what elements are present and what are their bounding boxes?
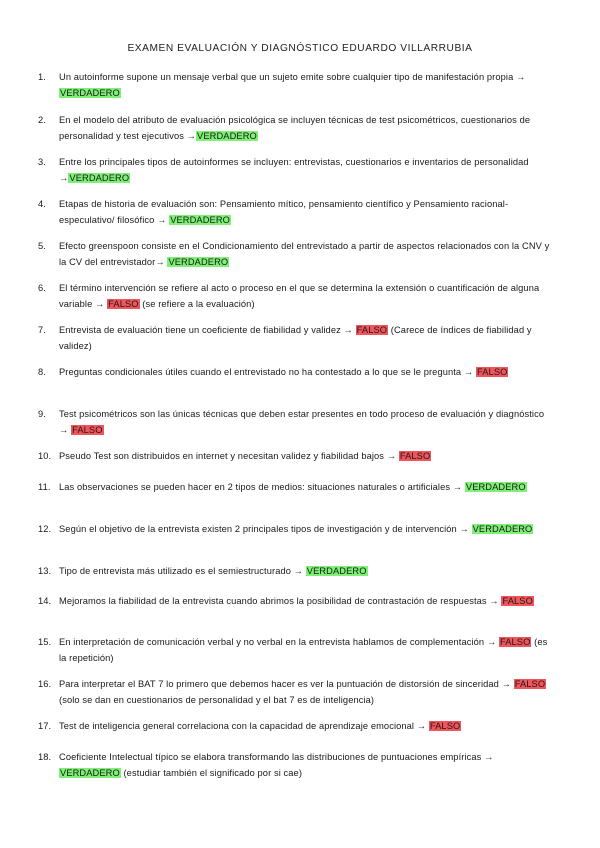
question-item bbox=[38, 281, 554, 312]
question-item bbox=[38, 155, 554, 186]
answer-verdadero-badge: VERDADERO bbox=[170, 214, 230, 225]
answer-verdadero-badge: VERDADERO bbox=[60, 87, 120, 98]
question-number: 4. bbox=[38, 199, 46, 209]
question-text: Un autoinforme supone un mensaje verbal que un sujeto emite sobre cualquier tipo de manifestación propia → bbox=[59, 72, 526, 82]
question-text: Entrevista de evaluación tiene un coeficiente de fiabilidad y validez → bbox=[59, 325, 356, 335]
question-text: Según el objetivo de la entrevista existen 2 principales tipos de investigación y de intervención → bbox=[59, 524, 472, 534]
question-text: Las observaciones se pueden hacer en 2 tipos de medios: situaciones naturales o artificiales → bbox=[59, 482, 465, 492]
answer-verdadero-badge: VERDADERO bbox=[168, 256, 229, 267]
question-item bbox=[38, 113, 554, 144]
question-number: 18. bbox=[38, 752, 52, 762]
question-body bbox=[59, 113, 554, 144]
question-text: En el modelo del atributo de evaluación psicológica se incluyen técnicas de test psicométricos, cuestionarios de personalidad y test ejecutivos → bbox=[59, 115, 531, 141]
question-text: Efecto greenspoon consiste en el Condicionamiento del entrevistado a partir de aspectos relacionados con la CNV y la CV del entrevistador→ bbox=[59, 241, 550, 267]
question-number: 8. bbox=[38, 367, 46, 377]
question-number: 15. bbox=[38, 637, 52, 647]
question-body bbox=[59, 365, 554, 381]
question-item bbox=[38, 719, 554, 735]
question-number: 7. bbox=[38, 325, 46, 335]
question-item bbox=[38, 522, 554, 538]
question-item bbox=[38, 635, 554, 666]
question-number: 17. bbox=[38, 721, 52, 731]
question-number: 9. bbox=[38, 409, 46, 419]
question-item bbox=[38, 677, 554, 708]
question-body bbox=[59, 281, 554, 312]
answer-falso-badge: FALSO bbox=[502, 596, 533, 606]
question-body bbox=[59, 70, 554, 101]
question-body bbox=[59, 635, 554, 666]
question-body bbox=[59, 197, 554, 228]
answer-falso-badge: FALSO bbox=[514, 679, 546, 689]
question-text: El término intervención se refiere al acto o proceso en el que se determina la extensión o cuantificación de alguna variable → bbox=[59, 283, 540, 309]
question-number: 14. bbox=[38, 596, 52, 606]
question-body bbox=[59, 407, 554, 438]
question-item bbox=[38, 323, 554, 354]
answer-falso-badge: FALSO bbox=[356, 325, 388, 335]
answer-note: (se refiere a la evaluación) bbox=[139, 298, 255, 309]
question-number: 13. bbox=[38, 566, 52, 576]
question-text: Mejoramos la fiabilidad de la entrevista cuando abrimos la posibilidad de contrastación de respuestas → bbox=[59, 596, 502, 606]
question-body bbox=[59, 323, 554, 354]
question-item bbox=[38, 750, 554, 781]
answer-note: (Carece de índices de fiabilidad y validez) bbox=[59, 325, 532, 351]
question-text: En interpretación de comunicación verbal y no verbal en la entrevista hablamos de complementación → bbox=[59, 637, 499, 647]
question-body bbox=[59, 239, 554, 270]
answer-falso-badge: FALSO bbox=[108, 298, 139, 309]
question-item bbox=[38, 594, 554, 610]
answer-verdadero-badge: VERDADERO bbox=[472, 524, 533, 534]
answer-verdadero-badge: VERDADERO bbox=[197, 130, 257, 141]
question-item bbox=[38, 365, 554, 381]
question-item bbox=[38, 449, 554, 465]
answer-falso-badge: FALSO bbox=[476, 367, 508, 377]
question-number: 16. bbox=[38, 679, 52, 689]
question-text: Pseudo Test son distribuidos en internet y necesitan validez y fiabilidad bajos → bbox=[59, 451, 399, 461]
question-number: 1. bbox=[38, 72, 46, 82]
question-item bbox=[38, 407, 554, 438]
answer-falso-badge: FALSO bbox=[429, 721, 461, 731]
answer-verdadero-badge: VERDADERO bbox=[60, 767, 120, 778]
document-title: EXAMEN EVALUACIÓN Y DIAGNÓSTICO EDUARDO VILLARRUBIA bbox=[127, 43, 473, 54]
question-body bbox=[59, 155, 554, 186]
answer-verdadero-badge: VERDADERO bbox=[69, 172, 130, 183]
question-body bbox=[59, 564, 554, 580]
answer-note: (solo se dan en cuestionarios de personalidad y el bat 7 es de inteligencia) bbox=[59, 694, 375, 705]
question-body bbox=[59, 677, 554, 708]
answer-note: (es la repetición) bbox=[59, 637, 548, 663]
question-text: Preguntas condicionales útiles cuando el entrevistado no ha contestado a lo que se le pregunta → bbox=[59, 367, 476, 377]
question-body bbox=[59, 719, 554, 735]
answer-falso-badge: FALSO bbox=[72, 424, 103, 435]
answer-verdadero-badge: VERDADERO bbox=[306, 566, 367, 576]
answer-falso-badge: FALSO bbox=[399, 451, 431, 461]
question-number: 5. bbox=[38, 241, 46, 251]
question-number: 2. bbox=[38, 115, 46, 125]
question-body bbox=[59, 449, 554, 465]
question-text: Coeficiente Intelectual típico se elabora transformando las distribuciones de puntuaciones empíricas → bbox=[59, 752, 494, 762]
question-item bbox=[38, 239, 554, 270]
answer-verdadero-badge: VERDADERO bbox=[465, 482, 526, 492]
question-text: Entre los principales tipos de autoinformes se incluyen: entrevistas, cuestionarios e inventarios de personalidad → bbox=[59, 157, 529, 183]
question-text: Test psicométricos son las únicas técnicas que deben estar presentes en todo proceso de evaluación y diagnóstico → bbox=[59, 409, 545, 435]
question-number: 6. bbox=[38, 283, 46, 293]
question-text: Para interpretar el BAT 7 lo primero que debemos hacer es ver la puntuación de distorsión de sinceridad → bbox=[59, 679, 514, 689]
question-number: 12. bbox=[38, 524, 52, 534]
question-item bbox=[38, 197, 554, 228]
answer-falso-badge: FALSO bbox=[499, 637, 531, 647]
question-body bbox=[59, 594, 554, 610]
question-text: Tipo de entrevista más utilizado es el semiestructurado → bbox=[59, 566, 306, 576]
answer-note: (estudiar también el significado por si cae) bbox=[120, 767, 303, 778]
question-number: 10. bbox=[38, 451, 52, 461]
question-text: Test de inteligencia general correlaciona con la capacidad de aprendizaje emocional → bbox=[59, 721, 429, 731]
question-number: 3. bbox=[38, 157, 46, 167]
question-number: 11. bbox=[38, 482, 51, 492]
question-body bbox=[59, 480, 554, 496]
question-body bbox=[59, 750, 554, 781]
question-item bbox=[38, 480, 554, 496]
question-item bbox=[38, 70, 554, 101]
question-body bbox=[59, 522, 554, 538]
question-item bbox=[38, 564, 554, 580]
question-text: Etapas de historia de evaluación son: Pensamiento mítico, pensamiento científico y Pensamiento racional- especulativo/ filosófico → bbox=[59, 199, 509, 225]
